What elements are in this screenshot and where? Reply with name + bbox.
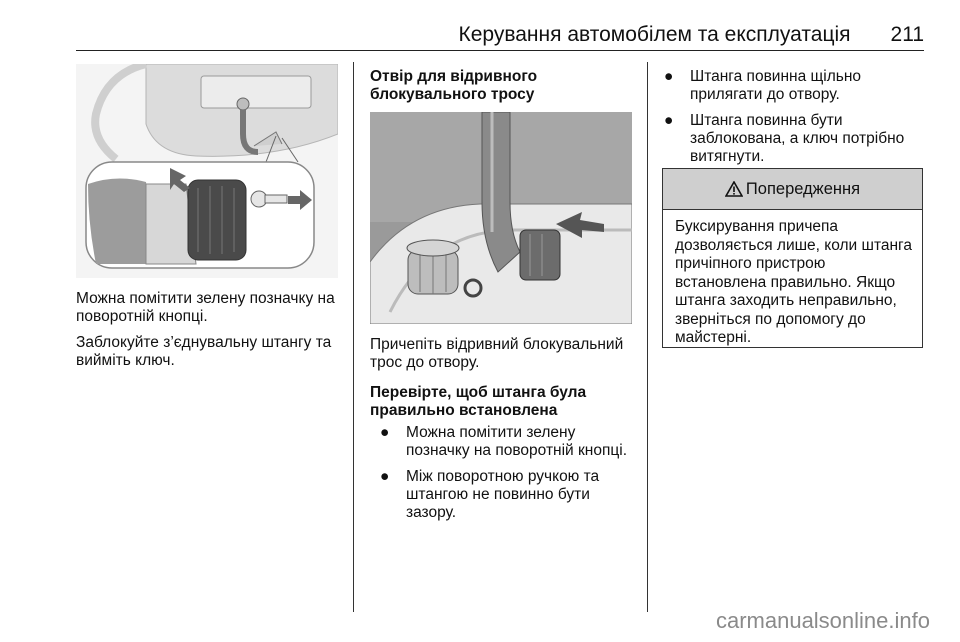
left-column-text xyxy=(76,290,346,378)
warning-triangle-icon xyxy=(725,181,743,197)
right-column-text xyxy=(664,68,922,174)
warning-text: Буксирування причепа дозволяється лише, коли штанга причіпного пристрою встановлена правильно. Якщо штанга заходить неправильно, зверніться по допомогу до майстерні. xyxy=(675,218,912,346)
watermark-text: carmanualsonline.info xyxy=(715,608,930,633)
middle-column-text xyxy=(370,336,638,530)
left-paragraph-1: Можна помітити зелену позначку на поворотній кнопці. xyxy=(76,290,335,325)
breakaway-cable-eye-illustration xyxy=(370,112,632,324)
bullet-text: Штанга повинна бути заблокована, а ключ потрібно витягнути. xyxy=(690,112,905,165)
column-divider-1 xyxy=(353,62,354,612)
page-number: 211 xyxy=(890,23,924,46)
warning-title: Попередження xyxy=(745,179,861,198)
bullet-text: Можна помітити зелену позначку на поворотній кнопці. xyxy=(406,424,628,459)
towbar-key-illustration xyxy=(76,64,338,278)
middle-bullet-2 xyxy=(370,468,638,522)
bullet-dot: ● xyxy=(380,424,390,441)
middle-paragraph-1: Причепіть відривний блокувальний трос до отвору. xyxy=(370,336,624,371)
bullet-text: Між поворотною ручкою та штангою не повинно бути зазору. xyxy=(406,468,600,521)
bullet-dot: ● xyxy=(664,68,674,85)
middle-column-heading-block xyxy=(370,68,638,112)
right-bullet-1 xyxy=(664,68,922,104)
bullet-dot: ● xyxy=(664,112,674,129)
bullet-text: Штанга повинна щільно прилягати до отвору. xyxy=(690,68,861,103)
column-divider-2 xyxy=(647,62,648,612)
right-bullet-2 xyxy=(664,112,922,166)
warning-box xyxy=(662,168,923,348)
page-title: Керування автомобілем та експлуатація xyxy=(458,23,851,46)
section-heading-check-bar: Перевірте, щоб штанга була правильно встановлена xyxy=(370,384,587,419)
section-heading-breakaway-cable-eye: Отвір для відривного блокувального тросу xyxy=(370,68,538,103)
middle-bullet-1 xyxy=(370,424,638,460)
bullet-dot: ● xyxy=(380,468,390,485)
page-header xyxy=(76,22,924,51)
left-paragraph-2: Заблокуйте з’єднувальну штангу та вийміть ключ. xyxy=(76,334,332,369)
warning-header xyxy=(663,169,922,210)
